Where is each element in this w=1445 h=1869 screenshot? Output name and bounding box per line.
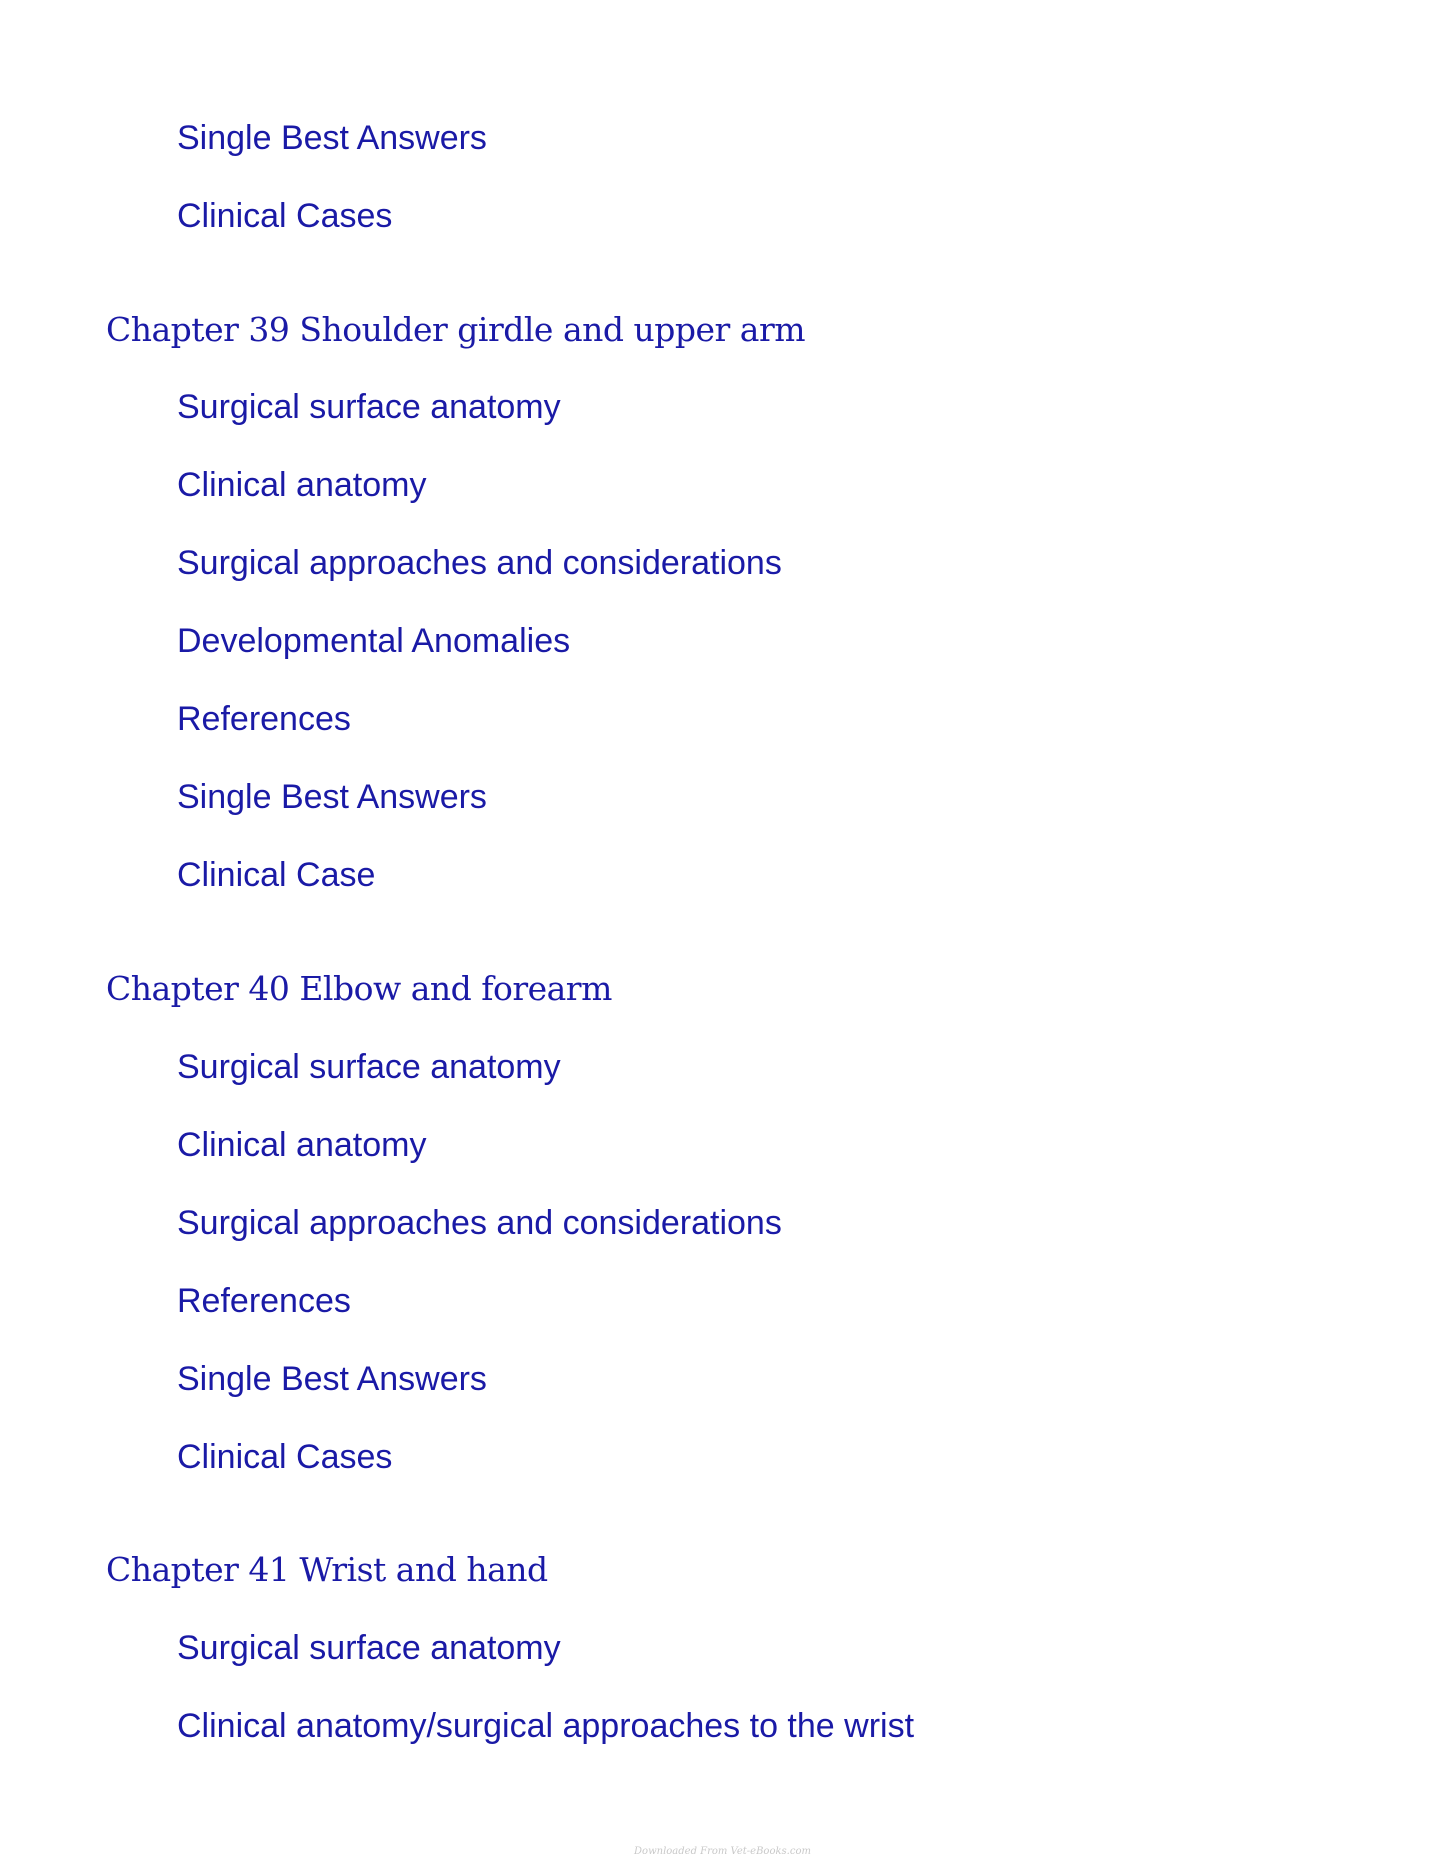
toc-link-surgical-surface-anatomy[interactable]: Surgical surface anatomy: [177, 1629, 561, 1667]
toc-link-surgical-approaches[interactable]: Surgical approaches and considerations: [177, 544, 782, 582]
toc-link-developmental-anomalies[interactable]: Developmental Anomalies: [177, 622, 571, 660]
toc-link-references[interactable]: References: [177, 700, 351, 738]
toc-link-clinical-anatomy-wrist[interactable]: Clinical anatomy/surgical approaches to the wrist: [177, 1707, 915, 1745]
toc-link-references[interactable]: References: [177, 1282, 351, 1320]
chapter-heading-39[interactable]: Chapter 39 Shoulder girdle and upper arm: [106, 310, 806, 349]
footer-watermark: Downloaded From Vet-eBooks.com: [634, 1846, 811, 1857]
toc-link-surgical-surface-anatomy[interactable]: Surgical surface anatomy: [177, 1048, 561, 1086]
toc-link-single-best-answers[interactable]: Single Best Answers: [177, 778, 487, 816]
toc-link-single-best-answers[interactable]: Single Best Answers: [177, 1360, 487, 1398]
chapter-heading-40[interactable]: Chapter 40 Elbow and forearm: [106, 969, 612, 1008]
toc-link-clinical-case[interactable]: Clinical Case: [177, 856, 376, 894]
toc-link-clinical-cases[interactable]: Clinical Cases: [177, 197, 393, 235]
toc-link-surgical-surface-anatomy[interactable]: Surgical surface anatomy: [177, 388, 561, 426]
toc-link-surgical-approaches[interactable]: Surgical approaches and considerations: [177, 1204, 782, 1242]
toc-link-clinical-anatomy[interactable]: Clinical anatomy: [177, 1126, 427, 1164]
toc-link-single-best-answers[interactable]: Single Best Answers: [177, 119, 487, 157]
toc-link-clinical-anatomy[interactable]: Clinical anatomy: [177, 466, 427, 504]
toc-link-clinical-cases[interactable]: Clinical Cases: [177, 1438, 393, 1476]
chapter-heading-41[interactable]: Chapter 41 Wrist and hand: [106, 1550, 548, 1589]
